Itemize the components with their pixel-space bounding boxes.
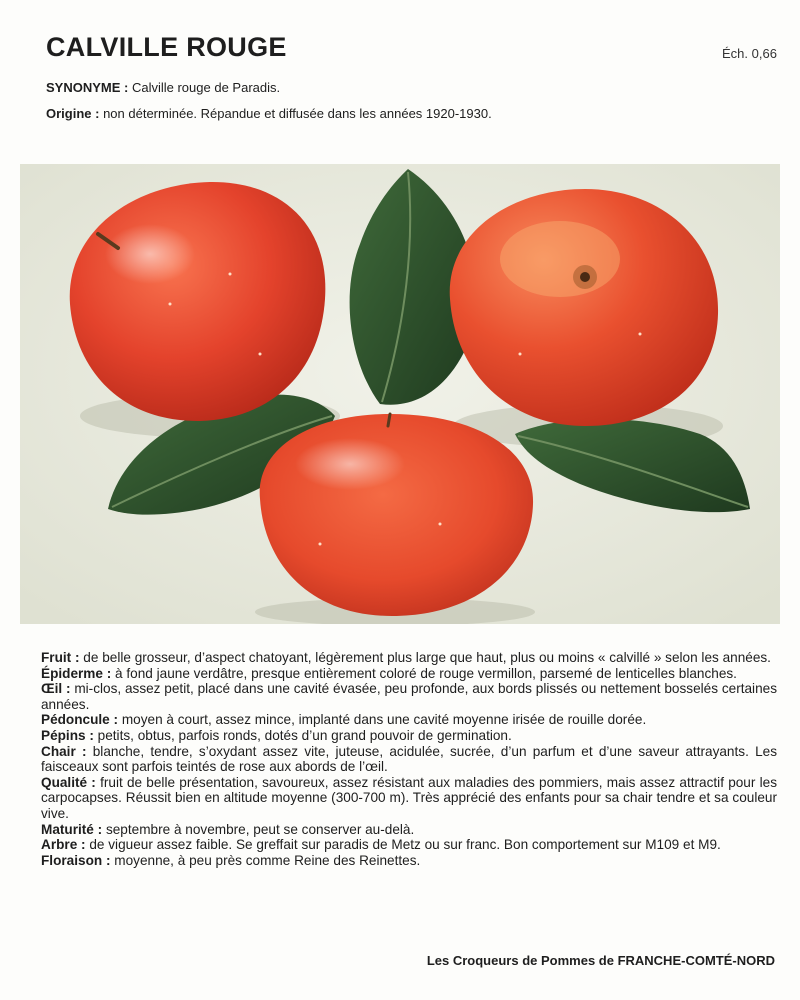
description-text: de belle grosseur, d’aspect chatoyant, légèrement plus large que haut, plus ou moins « calvillé » selon les années. [83, 650, 771, 665]
description-text: de vigueur assez faible. Se greffait sur paradis de Metz ou sur franc. Bon comportement sur M109 et M9. [89, 837, 721, 853]
description-floraison [41, 853, 777, 869]
synonym-label: SYNONYME : [46, 80, 129, 95]
description-label: Arbre : [41, 837, 86, 853]
description-label: Floraison : [41, 852, 111, 868]
footer-credit: Les Croqueurs de Pommes de FRANCHE-COMTÉ-NORD [426, 953, 775, 968]
scale-label: Éch. 0,66 [722, 46, 777, 61]
apple-left [70, 182, 326, 421]
origin-line [46, 106, 492, 121]
apple-photo [20, 164, 780, 624]
description-maturite [41, 822, 777, 838]
description-label: Chair : [41, 743, 87, 759]
origin-value: non déterminée. Répandue et diffusée dans les années 1920-1930. [103, 106, 492, 121]
description-pepins [41, 728, 777, 744]
synonym-line [46, 80, 280, 95]
page-title: CALVILLE ROUGE [46, 32, 287, 62]
description-oeil [41, 681, 777, 712]
synonym-value: Calville rouge de Paradis. [131, 80, 281, 95]
description-text: petits, obtus, parfois ronds, dotés d’un grand pouvoir de germination. [97, 727, 512, 743]
description-text: mi-clos, assez petit, placé dans une cavité évasée, peu profonde, aux bords plissés ou nettement bosselés certaines années. [41, 681, 777, 712]
description-text: moyen à court, assez mince, implanté dans une cavité moyenne irisée de rouille dorée. [121, 712, 647, 728]
description-label: Maturité : [41, 821, 103, 837]
description-chair [41, 744, 777, 775]
description-text: fruit de belle présentation, savoureux, assez résistant aux maladies des pommiers, mais assez attractif pour les carpocapses. Réussit bien en altitude moyenne (300-700 m). Très apprécié des enfants pour sa chair tendre et sa couleur vive. [41, 774, 778, 821]
origin-label: Origine : [46, 106, 100, 121]
description-text: à fond jaune verdâtre, presque entièrement coloré de rouge vermillon, parsemé de lenticelles blanches. [115, 665, 737, 681]
description-label: Fruit : [41, 650, 80, 665]
description-fruit [41, 650, 777, 666]
description-text: septembre à novembre, peut se conserver au-delà. [105, 821, 415, 837]
description-text: blanche, tendre, s’oxydant assez vite, juteuse, acidulée, sucrée, d’un parfum et d’une saveur attrayants. Les faisceaux sont parfois teintés de rose aux abords de l’œil. [41, 743, 777, 775]
description-label: Pépins : [41, 727, 94, 743]
description-label: Œil : [41, 681, 71, 697]
description-text: moyenne, à peu près comme Reine des Reinettes. [114, 852, 421, 868]
description-label: Épiderme : [41, 665, 112, 681]
description-label: Qualité : [41, 774, 96, 790]
description-label: Pédoncule : [41, 712, 119, 728]
description-block [41, 650, 777, 868]
description-arbre [41, 837, 777, 853]
description-qualite [41, 775, 777, 822]
description-pedoncule [41, 712, 777, 728]
description-epiderme [41, 666, 777, 682]
